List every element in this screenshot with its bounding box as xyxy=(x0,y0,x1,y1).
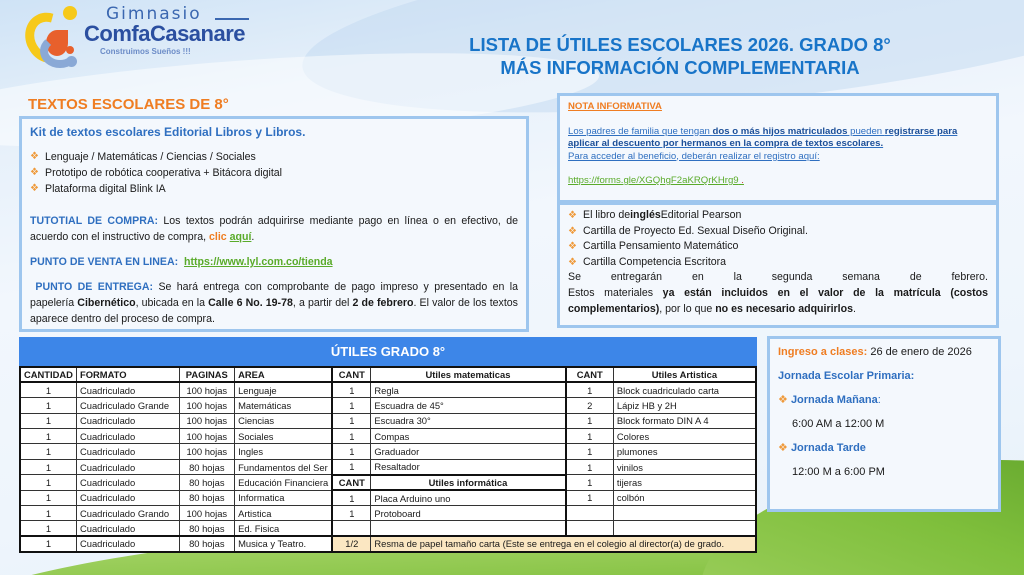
cell-cant: 1/2 xyxy=(332,536,371,551)
cell-formato: Cuadriculado xyxy=(76,490,179,505)
list-item xyxy=(30,165,518,181)
list-item xyxy=(568,224,988,240)
note-bold: no es necesario adquirirlos xyxy=(715,302,853,315)
cell-cantidad: 1 xyxy=(20,398,76,413)
manana-row xyxy=(778,392,990,408)
logo-brand: ComfaCasanare xyxy=(84,21,246,46)
ingreso-label: Ingreso a clases: xyxy=(778,346,868,358)
entrega-bold: Cibernético xyxy=(77,297,136,309)
colon: : xyxy=(877,394,881,406)
nota-paragraph xyxy=(568,126,988,164)
venta-label: PUNTO DE VENTA EN LINEA: xyxy=(30,256,179,268)
clic-text: clic xyxy=(209,231,227,243)
nota-bold: registrarse para aplicar al descuento por hermanos en la compra de textos escolares. xyxy=(568,125,958,149)
ingreso-row xyxy=(778,344,990,360)
table-row xyxy=(20,536,756,551)
cell-cant: 1 xyxy=(566,490,614,505)
diamond-bullet-icon: ❖ xyxy=(568,225,577,237)
nota-text: Para acceder al beneficio, deberán realizar el registro aquí: xyxy=(568,150,820,162)
tutorial-end: . xyxy=(251,231,255,243)
logo-line xyxy=(215,18,249,20)
cell-cant: 1 xyxy=(566,413,614,428)
cell-cant: 1 xyxy=(566,444,614,459)
cell-area: Musica y Teatro. xyxy=(235,536,333,551)
cell-formato: Cuadriculado xyxy=(76,382,179,397)
cell-area: Informatica xyxy=(235,490,333,505)
table-header-row xyxy=(20,367,756,382)
diamond-bullet-icon: ❖ xyxy=(568,241,577,253)
cell-cantidad: 1 xyxy=(20,444,76,459)
nota-text: pueden xyxy=(847,125,885,137)
cell-cant: 1 xyxy=(332,398,371,413)
utiles-table xyxy=(19,366,757,553)
table-row xyxy=(20,429,756,444)
col-header-formato: FORMATO xyxy=(76,367,179,382)
list-item-bold: inglés xyxy=(630,209,661,221)
col-header-area: AREA xyxy=(235,367,333,382)
diamond-bullet-icon: ❖ xyxy=(778,442,788,454)
textos-box xyxy=(19,116,529,332)
cell-area: Educación Financiera xyxy=(235,475,333,490)
table-row xyxy=(20,459,756,474)
cell-matematicas: Escuadra 30° xyxy=(371,413,566,428)
entrega-bold: Calle 6 No. 19-78 xyxy=(208,297,293,309)
cell-paginas: 80 hojas xyxy=(179,490,235,505)
table-row xyxy=(20,382,756,397)
col-header-cant: CANT xyxy=(566,367,614,382)
cell-cantidad: 1 xyxy=(20,490,76,505)
cell-cantidad: 1 xyxy=(20,413,76,428)
nota-title: NOTA INFORMATIVA xyxy=(568,101,662,112)
cell-cantidad: 1 xyxy=(20,521,76,536)
nota-text: Los padres de familia que tengan xyxy=(568,125,713,137)
list-item-text: Cartilla Pensamiento Matemático xyxy=(583,240,739,253)
cell-cant: 1 xyxy=(332,429,371,444)
cell-cant: 1 xyxy=(332,490,371,505)
list-item-text: Prototipo de robótica cooperativa + Bitácora digital xyxy=(45,167,283,179)
cell-informatica: Protoboard xyxy=(371,506,566,521)
entrega-text: . El valor de los textos aparece dentro del proceso de compra. xyxy=(30,297,518,325)
tarde-row xyxy=(778,440,990,456)
cell-cant: 1 xyxy=(332,382,371,397)
diamond-bullet-icon: ❖ xyxy=(778,394,788,406)
entrega-label: PUNTO DE ENTREGA: xyxy=(35,281,154,293)
cell-paginas: 100 hojas xyxy=(179,398,235,413)
tutorial-label: TUTOTIAL DE COMPRA: xyxy=(30,215,159,227)
entrega-text: , a partir del xyxy=(292,297,353,309)
note-text: . xyxy=(852,302,856,315)
diamond-bullet-icon: ❖ xyxy=(568,210,577,221)
cell-empty xyxy=(566,506,614,521)
venta-paragraph xyxy=(30,254,518,270)
tarde-label: Jornada Tarde xyxy=(790,442,866,454)
logo-slogan: Construimos Sueños !!! xyxy=(100,47,191,56)
cell-paginas: 80 hojas xyxy=(179,475,235,490)
cell-formato: Cuadriculado xyxy=(76,475,179,490)
cell-paginas: 80 hojas xyxy=(179,536,235,551)
cell-area: Fundamentos del Ser xyxy=(235,459,333,474)
utiles-table-title: ÚTILES GRADO 8° xyxy=(19,337,757,366)
cell-artistica: Colores xyxy=(613,429,756,444)
cell-paginas: 80 hojas xyxy=(179,521,235,536)
list-item-text: Lenguaje / Matemáticas / Ciencias / Sociales xyxy=(45,151,256,163)
page-title-line1: LISTA DE ÚTILES ESCOLARES 2026. GRADO 8° xyxy=(469,34,891,55)
cell-formato: Cuadriculado xyxy=(76,413,179,428)
cell-cant: 1 xyxy=(332,459,371,474)
entrega-paragraph xyxy=(30,279,518,327)
tutorial-text: Los textos podrán adquirirse mediante pago en línea o en efectivo, de acuerdo con el instructivo de compra, xyxy=(30,215,518,243)
logo-gimnasio: Gimnasio xyxy=(106,4,202,24)
cell-cant: 1 xyxy=(332,506,371,521)
table-row xyxy=(20,475,756,490)
cell-resma: Resma de papel tamaño carta (Este se entrega en el colegio al director(a) de grado. xyxy=(371,536,756,551)
tutorial-link[interactable]: aquí xyxy=(229,231,252,243)
cell-matematicas: Resaltador xyxy=(371,459,566,474)
cell-cant: 1 xyxy=(566,382,614,397)
note-text: , por lo que xyxy=(659,302,716,315)
cell-cantidad: 1 xyxy=(20,506,76,521)
list-item-text: Cartilla de Proyecto Ed. Sexual Diseño Original. xyxy=(583,224,808,237)
diamond-bullet-icon: ❖ xyxy=(568,256,577,268)
cell-matematicas: Regla xyxy=(371,382,566,397)
cell-area: Artistica xyxy=(235,506,333,521)
cell-matematicas: Escuadra de 45° xyxy=(371,398,566,413)
cell-empty xyxy=(613,506,756,521)
materiales-box xyxy=(557,202,999,328)
col-header-cant: CANT xyxy=(332,367,371,382)
link-end: . xyxy=(738,175,744,186)
cell-cant: 1 xyxy=(566,475,614,490)
note-bold: ya están incluidos en el valor de la matrícula (costos complementarios) xyxy=(568,286,989,315)
cell-cant: 2 xyxy=(566,398,614,413)
cell-paginas: 80 hojas xyxy=(179,459,235,474)
cell-formato: Cuadriculado Grande xyxy=(76,398,179,413)
nota-informativa-box xyxy=(557,93,999,203)
col-header-cantidad: CANTIDAD xyxy=(20,367,76,382)
cell-area: Ciencias xyxy=(235,413,333,428)
cell-artistica: Block cuadriculado carta xyxy=(613,382,756,397)
cell-cant: 1 xyxy=(332,413,371,428)
kit-title: Kit de textos escolares Editorial Libros y Libros. xyxy=(30,125,306,139)
diamond-bullet-icon: ❖ xyxy=(30,183,39,194)
logo-dot xyxy=(66,46,74,54)
cell-formato: Cuadriculado xyxy=(76,459,179,474)
col-header-paginas: PAGINAS xyxy=(179,367,235,382)
forms-link[interactable]: https://forms.gle/XGQhgF2aKRQrKHrg9 xyxy=(568,175,739,186)
jornada-title: Jornada Escolar Primaria: xyxy=(778,370,915,382)
list-item-text: Cartilla Competencia Escritora xyxy=(583,255,727,268)
tarde-hours: 12:00 M a 6:00 PM xyxy=(792,466,885,478)
list-item-text: El libro de xyxy=(583,209,631,221)
utiles-table-container xyxy=(19,337,757,553)
cell-informatica: Placa Arduino uno xyxy=(371,490,566,505)
manana-label: Jornada Mañana xyxy=(790,394,878,406)
cell-artistica: tijeras xyxy=(613,475,756,490)
table-row xyxy=(20,444,756,459)
nota-bold: dos o más hijos matriculados xyxy=(712,125,848,137)
list-item xyxy=(30,181,518,197)
cell-empty xyxy=(371,521,566,536)
table-row xyxy=(20,521,756,536)
cell-artistica: Block formato DIN A 4 xyxy=(613,413,756,428)
jornada-info-box xyxy=(767,336,1001,512)
cell-area: Ingles xyxy=(235,444,333,459)
page-title xyxy=(420,33,940,79)
list-item-text: Plataforma digital Blink IA xyxy=(45,183,166,195)
cell-artistica: colbón xyxy=(613,490,756,505)
entrega-note: Se entregarán en la segunda semana de febrero. xyxy=(568,271,988,284)
tienda-link[interactable]: https://www.lyl.com.co/tienda xyxy=(184,256,333,268)
list-item-text: Editorial Pearson xyxy=(660,209,742,221)
cell-cant: 1 xyxy=(566,459,614,474)
cell-empty xyxy=(566,521,614,536)
cell-cantidad: 1 xyxy=(20,536,76,551)
diamond-bullet-icon: ❖ xyxy=(30,167,39,178)
cell-artistica: Lápiz HB y 2H xyxy=(613,398,756,413)
entrega-text: Se hará entrega con comprobante de pago impreso y presentado en la papelería xyxy=(30,281,518,309)
cell-artistica: vinilos xyxy=(613,459,756,474)
cell-paginas: 100 hojas xyxy=(179,413,235,428)
cell-matematicas: Graduador xyxy=(371,444,566,459)
list-item xyxy=(30,149,518,165)
textos-section-title: TEXTOS ESCOLARES DE 8° xyxy=(28,96,229,113)
list-item xyxy=(568,208,988,224)
list-item xyxy=(568,239,988,255)
cell-empty xyxy=(613,521,756,536)
cell-formato: Cuadriculado xyxy=(76,429,179,444)
cell-formato: Cuadriculado xyxy=(76,521,179,536)
cell-cantidad: 1 xyxy=(20,459,76,474)
cell-formato: Cuadriculado Grando xyxy=(76,506,179,521)
col-header-informatica: Utiles informática xyxy=(371,475,566,490)
cell-paginas: 100 hojas xyxy=(179,444,235,459)
table-row xyxy=(20,398,756,413)
entrega-bold: 2 de febrero xyxy=(352,297,414,309)
cell-cantidad: 1 xyxy=(20,382,76,397)
cell-area: Ed. Fisica xyxy=(235,521,333,536)
cell-paginas: 100 hojas xyxy=(179,429,235,444)
cell-artistica: plumones xyxy=(613,444,756,459)
cell-area: Matemáticas xyxy=(235,398,333,413)
cell-cant: 1 xyxy=(566,429,614,444)
cell-cantidad: 1 xyxy=(20,475,76,490)
col-header-matematicas: Utiles matematicas xyxy=(371,367,566,382)
school-logo xyxy=(20,4,260,74)
cell-paginas: 100 hojas xyxy=(179,382,235,397)
cell-matematicas: Compas xyxy=(371,429,566,444)
cell-formato: Cuadriculado xyxy=(76,536,179,551)
tutorial-paragraph xyxy=(30,213,518,245)
list-item xyxy=(568,255,988,271)
cell-empty xyxy=(332,521,371,536)
diamond-bullet-icon: ❖ xyxy=(30,151,39,162)
table-row xyxy=(20,490,756,505)
materiales-note xyxy=(568,286,988,317)
note-text: Estos materiales xyxy=(568,286,663,299)
entrega-text: , ubicada en la xyxy=(135,297,209,309)
cell-cantidad: 1 xyxy=(20,429,76,444)
table-row xyxy=(20,413,756,428)
logo-dot xyxy=(63,6,77,20)
cell-area: Sociales xyxy=(235,429,333,444)
ingreso-value: 26 de enero de 2026 xyxy=(867,346,972,358)
nota-link-row xyxy=(568,175,988,188)
col-header-cant: CANT xyxy=(332,475,371,490)
cell-cant: 1 xyxy=(332,444,371,459)
logo-dot xyxy=(66,56,77,67)
cell-paginas: 100 hojas xyxy=(179,506,235,521)
page-title-line2: MÁS INFORMACIÓN COMPLEMENTARIA xyxy=(500,57,860,78)
cell-formato: Cuadriculado xyxy=(76,444,179,459)
cell-area: Lenguaje xyxy=(235,382,333,397)
col-header-artistica: Utiles Artistica xyxy=(613,367,756,382)
manana-hours: 6:00 AM a 12:00 M xyxy=(792,418,885,430)
table-row xyxy=(20,506,756,521)
